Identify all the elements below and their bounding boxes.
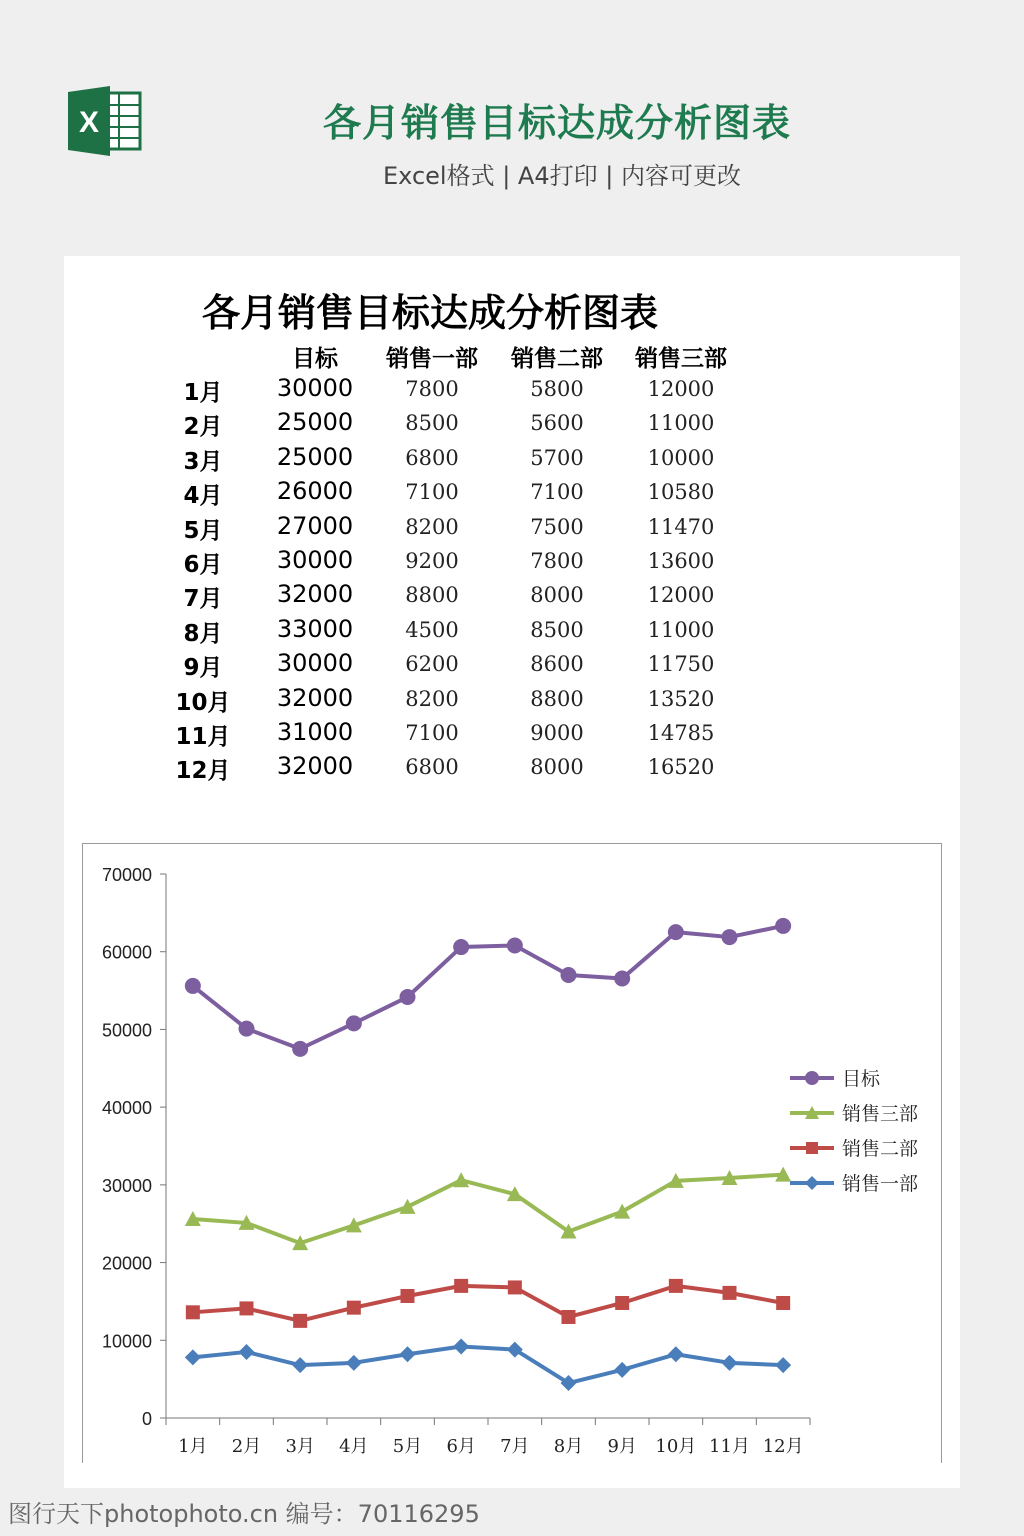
row-dept1: 6800 (405, 445, 459, 470)
series-1-point (240, 1301, 254, 1315)
series-1-point (347, 1301, 361, 1315)
series-1-point (669, 1279, 683, 1293)
row-month: 8月 (183, 620, 223, 647)
row-month: 9月 (183, 655, 223, 682)
svg-text:X: X (78, 106, 100, 139)
x-tick-label: 4月 (339, 1436, 369, 1457)
col-header-dept3: 销售三部 (635, 346, 727, 372)
row-target: 30000 (276, 374, 354, 402)
series-1-point (186, 1305, 200, 1319)
series-3-point (507, 937, 523, 953)
row-dept2: 7800 (530, 549, 584, 573)
row-dept2: 8600 (530, 652, 584, 677)
y-tick-label: 10000 (101, 1331, 152, 1352)
row-dept3: 11750 (647, 652, 715, 677)
row-dept1: 7100 (405, 721, 459, 745)
series-0-point (775, 1357, 791, 1373)
series-1-point (776, 1296, 790, 1310)
row-dept1: 9200 (405, 549, 459, 573)
series-1-point (508, 1280, 522, 1294)
row-month: 4月 (183, 483, 223, 510)
row-target: 32000 (276, 580, 354, 609)
row-month: 11月 (175, 724, 231, 750)
row-dept3: 11470 (647, 514, 715, 539)
series-3-point (239, 1021, 255, 1037)
watermark: 图行天下photophoto.cn 编号：70116295 (8, 1500, 480, 1528)
series-3-point (346, 1015, 362, 1031)
row-dept3: 14785 (647, 721, 715, 745)
row-dept2: 5700 (530, 445, 584, 470)
row-target: 25000 (276, 408, 354, 437)
row-dept1: 8500 (405, 411, 459, 436)
series-1-line (193, 1286, 783, 1321)
series-0-point (400, 1346, 416, 1362)
row-dept3: 12000 (647, 583, 715, 608)
series-3-point (614, 971, 630, 987)
row-target: 30000 (276, 546, 354, 574)
row-dept3: 10580 (647, 480, 715, 505)
row-month: 5月 (183, 517, 223, 544)
y-tick-label: 70000 (101, 865, 152, 885)
row-dept2: 5600 (530, 411, 584, 436)
row-month: 10月 (175, 689, 231, 716)
row-dept2: 9000 (530, 721, 584, 745)
row-dept3: 11000 (647, 411, 715, 436)
legend-marker (805, 1176, 819, 1190)
col-header-dept1: 销售一部 (386, 346, 478, 372)
y-tick-label: 20000 (101, 1253, 152, 1274)
series-3-point (668, 924, 684, 940)
series-1-point (293, 1314, 307, 1328)
y-tick-label: 40000 (101, 1098, 152, 1119)
row-dept2: 8800 (530, 686, 584, 711)
y-tick-label: 30000 (101, 1175, 152, 1196)
row-dept3: 12000 (647, 377, 715, 401)
legend-label: 目标 (842, 1068, 881, 1090)
legend-label: 销售三部 (842, 1103, 919, 1125)
series-1-point (562, 1310, 576, 1324)
series-3-point (561, 967, 577, 983)
x-tick-label: 3月 (285, 1436, 315, 1457)
row-month: 7月 (183, 586, 223, 613)
row-dept1: 8200 (405, 514, 459, 539)
row-target: 26000 (276, 477, 354, 506)
row-dept2: 8000 (530, 583, 584, 608)
x-tick-label: 6月 (446, 1436, 476, 1457)
series-0-point (722, 1355, 738, 1371)
row-month: 2月 (183, 414, 223, 441)
row-dept2: 8000 (530, 755, 584, 780)
series-3-point (453, 939, 469, 955)
row-dept1: 4500 (405, 617, 459, 642)
row-dept2: 8500 (530, 617, 584, 642)
x-tick-label: 1月 (178, 1436, 208, 1457)
sheet-title: 各月销售目标达成分析图表 (202, 291, 659, 335)
y-tick-label: 60000 (101, 942, 152, 963)
series-0-point (292, 1357, 308, 1373)
series-3-line (193, 926, 783, 1049)
series-0-point (239, 1344, 255, 1360)
x-tick-label: 5月 (392, 1436, 423, 1457)
x-tick-label: 10月 (655, 1436, 697, 1457)
legend-label: 销售二部 (842, 1138, 919, 1160)
x-tick-label: 7月 (500, 1436, 530, 1457)
series-3-point (185, 978, 201, 994)
legend-marker (805, 1071, 819, 1085)
row-dept1: 6200 (405, 652, 459, 677)
series-0-point (346, 1355, 362, 1371)
series-1-point (615, 1296, 629, 1310)
row-target: 31000 (276, 718, 354, 746)
row-target: 30000 (276, 649, 354, 678)
row-dept1: 8800 (405, 583, 459, 608)
row-dept2: 7500 (530, 514, 584, 539)
row-target: 33000 (276, 614, 354, 643)
x-tick-label: 11月 (709, 1436, 750, 1457)
legend-marker (806, 1142, 818, 1154)
row-dept1: 6800 (405, 755, 459, 780)
series-3-point (292, 1041, 308, 1057)
series-3-point (722, 929, 738, 945)
series-1-point (454, 1279, 468, 1293)
series-3-point (400, 989, 416, 1005)
series-0-point (185, 1349, 201, 1365)
series-0-point (668, 1346, 684, 1362)
x-tick-label: 2月 (231, 1436, 262, 1457)
row-dept2: 7100 (530, 480, 584, 505)
series-0-line (193, 1347, 783, 1384)
series-1-point (723, 1286, 737, 1300)
legend-label: 销售一部 (842, 1173, 919, 1195)
page-subtitle: Excel格式 | A4打印 | 内容可更改 (383, 162, 741, 190)
row-target: 32000 (276, 683, 354, 712)
series-2-point (400, 1199, 416, 1214)
series-3-point (775, 918, 791, 934)
row-dept3: 10000 (647, 445, 715, 470)
row-month: 6月 (183, 552, 223, 578)
series-2-point (614, 1204, 630, 1219)
series-0-point (614, 1362, 630, 1378)
series-2-line (193, 1175, 783, 1244)
series-1-point (401, 1289, 415, 1303)
y-tick-label: 0 (141, 1409, 152, 1429)
row-dept3: 13600 (647, 549, 715, 573)
y-tick-label: 50000 (101, 1020, 152, 1041)
row-dept1: 7800 (405, 377, 459, 401)
row-month: 1月 (183, 380, 223, 406)
series-0-point (453, 1339, 469, 1355)
row-dept3: 13520 (647, 686, 715, 711)
col-header-dept2: 销售二部 (511, 346, 603, 372)
x-tick-label: 9月 (607, 1436, 637, 1457)
row-month: 3月 (183, 448, 223, 475)
row-month: 12月 (175, 758, 231, 785)
row-dept3: 16520 (647, 755, 715, 780)
row-target: 32000 (276, 752, 354, 781)
x-tick-label: 8月 (553, 1436, 584, 1457)
col-header-target: 目标 (292, 346, 338, 372)
row-dept1: 7100 (405, 480, 459, 505)
row-dept1: 8200 (405, 686, 459, 711)
row-target: 25000 (276, 442, 354, 471)
x-tick-label: 12月 (762, 1436, 804, 1457)
row-target: 27000 (276, 511, 354, 540)
page-title: 各月销售目标达成分析图表 (322, 101, 791, 145)
row-dept3: 11000 (647, 617, 715, 642)
row-dept2: 5800 (530, 377, 584, 401)
